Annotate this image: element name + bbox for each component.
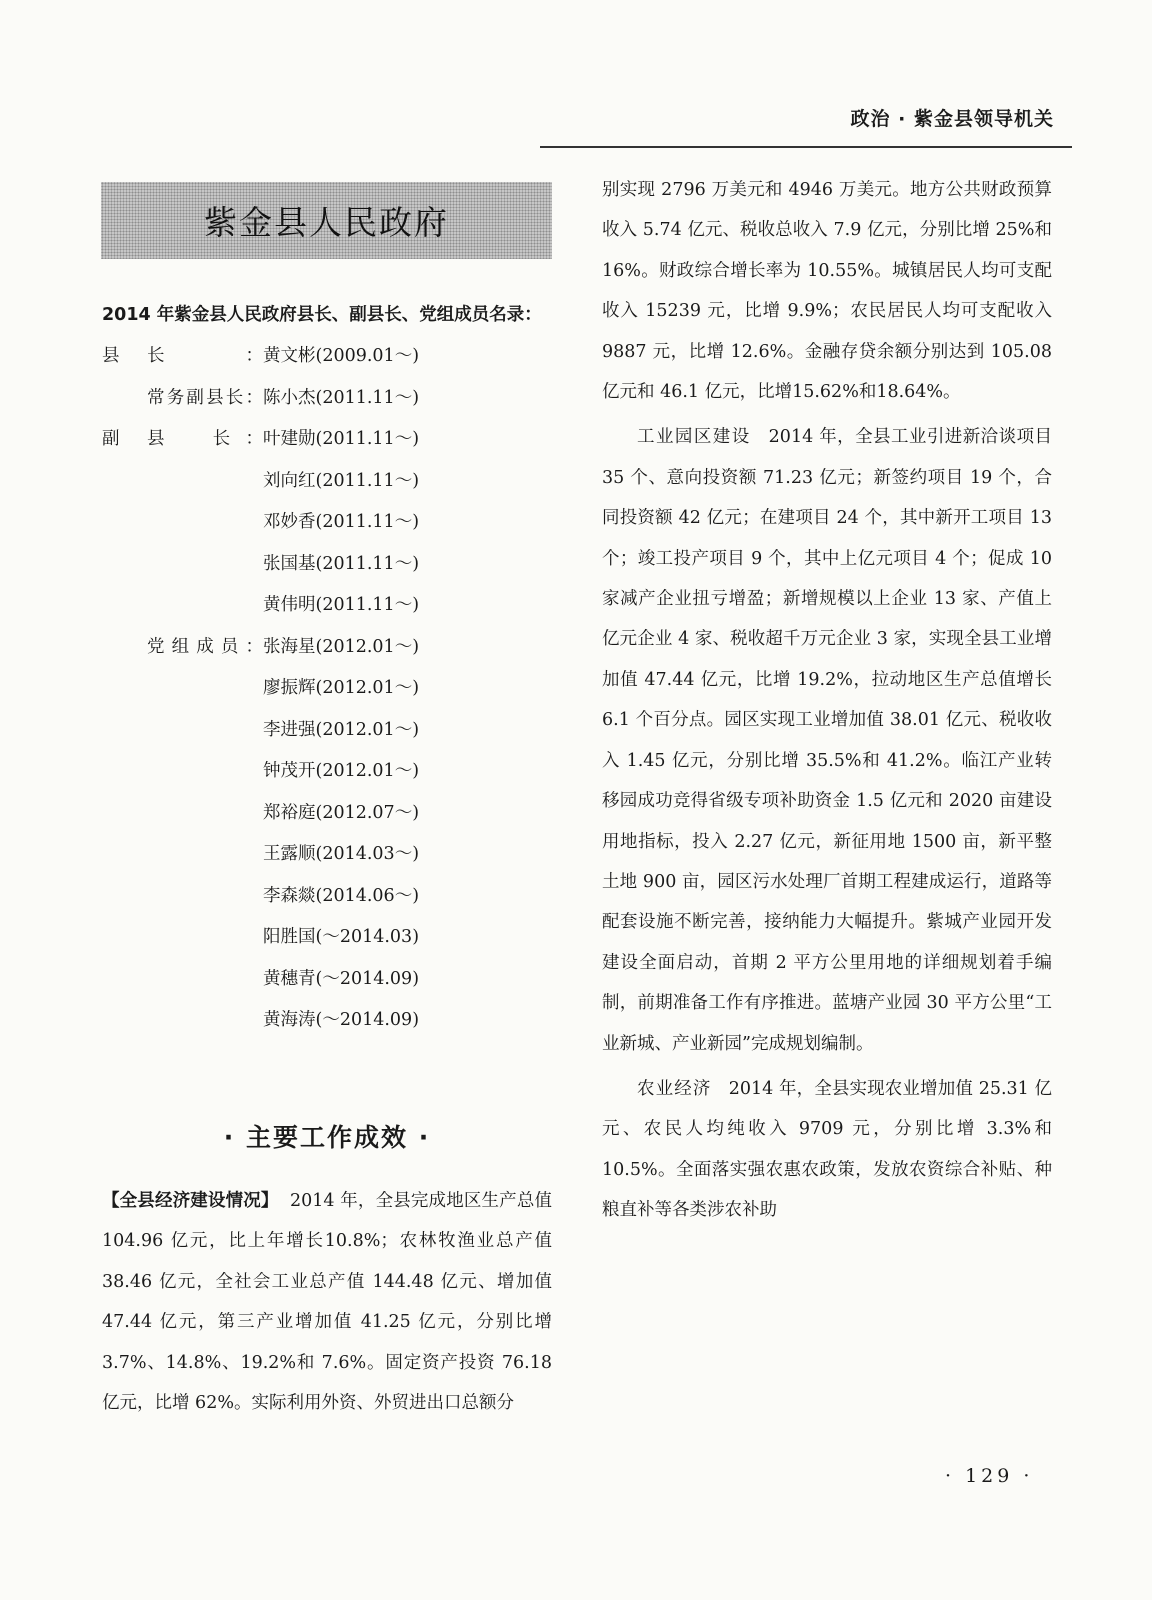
economy-continued: 别实现 2796 万美元和 4946 万美元。地方公共财政预算收入 5.74 亿元、税收总收入 7.9 亿元，分别比增 25%和 16%。财政综合增长率为 10.55%。城镇居民人均可支配收入 15239 元，比增 9.9%；农民居民人均可支配收入 9887 元，比增 12.6%。金融存贷余额分别达到 105.08 亿元和 46.1 亿元，比增15.62%和18.64%。 (602, 180, 1052, 403)
roster-row (102, 585, 562, 627)
page-number: · 129 · (945, 1465, 1034, 1487)
roster-person: 邓妙香(2011.11～) (263, 512, 420, 532)
roster-label: 党组成员： (147, 636, 263, 657)
industrial-park-paragraph (602, 417, 1052, 1064)
roster-role (102, 544, 147, 586)
roster-role (102, 461, 147, 503)
running-header: 政治 · 紫金县领导机关 (850, 108, 1054, 130)
roster-role (102, 1000, 147, 1042)
right-column (602, 170, 1052, 1231)
roster-row (102, 378, 562, 420)
roster-person: 钟茂开(2012.01～) (263, 761, 420, 781)
industrial-park-heading: 工业园区建设 (637, 427, 751, 448)
roster-label (147, 751, 263, 793)
roster-label (147, 544, 263, 586)
roster-role (102, 668, 147, 710)
roster-row (102, 876, 562, 918)
page-title: 紫金县人民政府 (204, 203, 449, 242)
roster-person: 李进强(2012.01～) (263, 719, 420, 740)
roster-role (102, 959, 147, 1001)
roster-person: 阳胜国(～2014.03) (263, 927, 420, 947)
roster-row (102, 1000, 562, 1042)
roster-person: 李森燚(2014.06～) (263, 885, 420, 906)
roster-row (102, 544, 562, 586)
industrial-park-text: 2014 年，全县工业引进新洽谈项目 35 个、意向投资额 71.23 亿元；新签约项目 19 个，合同投资额 42 亿元；在建项目 24 个，其中新开工项目 13 个；竣工投产项目 9 个，其中上亿元项目 4 个；促成 10 家减产企业扭亏增盈；新增规模以上企业 13 家、产值上亿元企业 4 家、税收超千万元企业 3 家，实现全县工业增加值 47.44 亿元，比增 19.2%，拉动地区生产总值增长 6.1 个百分点。园区实现工业增加值 38.01 亿元、税收收入 1.45 亿元，分别比增 35.5%和 41.2%。临江产业转移园成功竞得省级专项补助资金 1.5 亿元和 2020 亩建设用地指标，投入 2.27 亿元，新征用地 1500 亩，新平整土地 900 亩，园区污水处理厂首期工程建成运行，道路等配套设施不断完善，接纳能力大幅提升。紫城产业园开发建设全面启动，首期 2 平方公里用地的详细规划着手编制，前期准备工作有序推进。蓝塘产业园 30 平方公里“工业新城、产业新园”完成规划编制。 (602, 427, 1052, 1054)
header-rule (540, 146, 1072, 148)
roster-row (102, 461, 562, 503)
roster-role: 县 (102, 346, 120, 366)
roster-label (147, 1000, 263, 1042)
roster-row (102, 834, 562, 876)
roster-section (102, 295, 562, 1042)
roster-list (102, 336, 562, 1042)
roster-row (102, 710, 562, 752)
roster-row (102, 793, 562, 835)
economy-heading: 【全县经济建设情况】 (102, 1191, 279, 1211)
roster-person: 叶建勋(2011.11～) (263, 429, 420, 449)
roster-label (147, 710, 263, 752)
roster-label (147, 876, 263, 918)
roster-role (102, 917, 147, 959)
roster-person: 张国基(2011.11～) (263, 553, 420, 574)
roster-label (147, 917, 263, 959)
roster-person: 廖振辉(2012.01～) (263, 678, 420, 698)
roster-label (147, 834, 263, 876)
roster-row (102, 336, 562, 378)
roster-person: 郑裕庭(2012.07～) (263, 802, 420, 823)
roster-row (102, 668, 562, 710)
roster-row (102, 419, 562, 461)
roster-label: 县 长： (147, 429, 263, 449)
section-title: · 主要工作成效 · (223, 1123, 431, 1152)
roster-row (102, 502, 562, 544)
roster-role (102, 834, 147, 876)
roster-label (147, 959, 263, 1001)
agriculture-paragraph (602, 1069, 1052, 1231)
roster-role (102, 876, 147, 918)
roster-person: 黄伟明(2011.11～) (263, 595, 420, 615)
roster-label (147, 585, 263, 627)
roster-intro: 2014 年紫金县人民政府县长、副县长、党组成员名录： (102, 305, 542, 325)
roster-label (147, 461, 263, 503)
roster-role (102, 751, 147, 793)
roster-person: 黄文彬(2009.01～) (263, 346, 420, 366)
roster-row (102, 917, 562, 959)
roster-label (147, 668, 263, 710)
agriculture-heading: 农业经济 (637, 1078, 712, 1099)
roster-person: 黄穗青(～2014.09) (263, 968, 420, 989)
roster-row (102, 751, 562, 793)
roster-person: 黄海涛(～2014.09) (263, 1010, 420, 1030)
title-banner (101, 182, 552, 259)
agriculture-text: 2014 年，全县实现农业增加值 25.31 亿元、农民人均纯收入 9709 元，分别比增 3.3%和 10.5%。全面落实强农惠农政策，发放农资综合补贴、种粮直补等各类涉农补助 (602, 1078, 1053, 1221)
roster-role (102, 710, 147, 752)
roster-person: 张海星(2012.01～) (263, 636, 420, 657)
roster-role (102, 502, 147, 544)
roster-person: 刘向红(2011.11～) (263, 470, 420, 491)
economy-paragraph (102, 1181, 552, 1423)
roster-role: 副 (102, 429, 120, 449)
economy-text: 2014 年，全县完成地区生产总值 104.96 亿元，比上年增长10.8%；农林牧渔业总产值 38.46 亿元，全社会工业总产值 144.48 亿元、增加值 47.44 亿元，第三产业增加值 41.25 亿元，分别比增3.7%、14.8%、19.2%和 7.6%。固定资产投资 76.18 亿元，比增 62%。实际利用外资、外贸进出口总额分 (102, 1191, 552, 1414)
roster-label (147, 502, 263, 544)
roster-role (102, 378, 147, 420)
roster-role (102, 627, 147, 669)
roster-person: 王露顺(2014.03～) (263, 844, 420, 864)
roster-label: 常务副县长： (147, 387, 263, 408)
roster-role (102, 793, 147, 835)
roster-role (102, 585, 147, 627)
roster-label (147, 793, 263, 835)
roster-person: 陈小杰(2011.11～) (263, 387, 420, 408)
roster-row (102, 959, 562, 1001)
roster-label: 长： (147, 346, 263, 366)
roster-row (102, 627, 562, 669)
